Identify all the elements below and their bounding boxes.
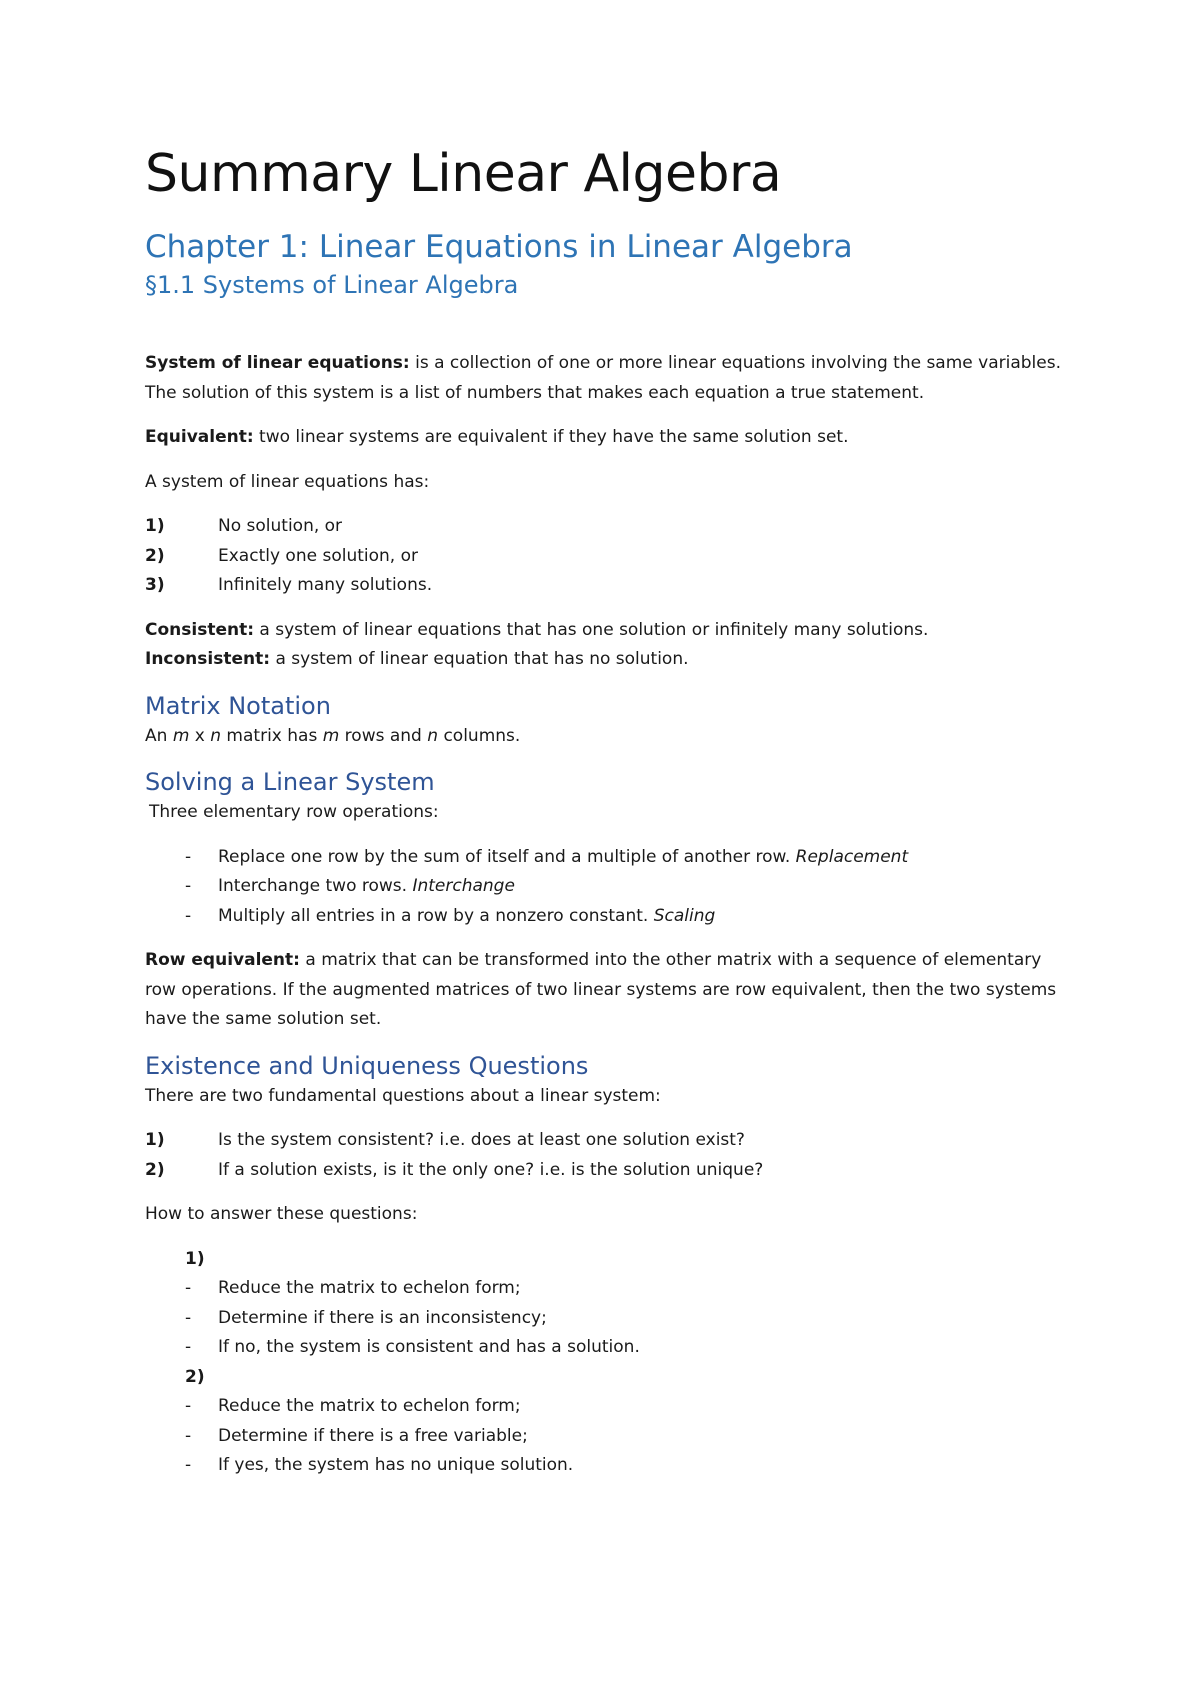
document-title: Summary Linear Algebra (145, 144, 782, 204)
list-item (145, 1304, 1075, 1334)
var-m: m (322, 725, 340, 746)
equivalent-term: Equivalent: (145, 427, 254, 447)
system-term: System of linear equations: (145, 353, 410, 373)
list-text: If yes, the system has no unique solution. (218, 1455, 574, 1475)
solving-heading: Solving a Linear System (145, 768, 435, 796)
chapter-heading: Chapter 1: Linear Equations in Linear Algebra (145, 229, 853, 265)
list-text: Interchange two rows. (218, 876, 413, 896)
list-dash: - (185, 1307, 192, 1328)
answers-list (145, 1245, 1075, 1481)
list-item (145, 872, 1075, 902)
list-text: Reduce the matrix to echelon form; (218, 1396, 521, 1416)
text-run: matrix has (221, 725, 323, 746)
list-item (145, 902, 1075, 932)
list-item (145, 1392, 1075, 1422)
var-n: n (210, 725, 222, 746)
existence-intro: There are two fundamental questions about a linear system: (145, 1085, 661, 1106)
list-item (145, 1333, 1075, 1363)
inconsistent-definition (145, 645, 1075, 675)
consistent-definition (145, 616, 1075, 646)
matrix-notation-text (145, 722, 1075, 752)
list-text: If a solution exists, is it the only one? i.e. is the solution unique? (218, 1159, 764, 1180)
operation-tag: Replacement (795, 846, 909, 867)
equivalent-definition (145, 423, 1075, 453)
var-m: m (172, 725, 190, 746)
row-equivalent-def-text: a matrix that can be transformed into the other matrix with a sequence of elementary row operations. If the augmented matrices of two linear systems are row equivalent, then the two systems have the same solution set. (145, 950, 1057, 1029)
existence-heading: Existence and Uniqueness Questions (145, 1051, 589, 1080)
list-text: Determine if there is an inconsistency; (218, 1307, 547, 1328)
operation-tag: Interchange (412, 876, 515, 896)
row-equivalent-definition (145, 946, 1075, 1035)
list-number: 2) (145, 545, 165, 566)
list-text: Exactly one solution, or (218, 545, 418, 566)
list-dash: - (185, 905, 192, 926)
list-item (145, 843, 1075, 873)
list-item (145, 1126, 1075, 1156)
list-text: Infinitely many solutions. (218, 575, 433, 595)
var-n: n (427, 725, 439, 746)
solving-intro: Three elementary row operations: (149, 802, 439, 822)
list-item (145, 1245, 1075, 1275)
questions-list (145, 1126, 1075, 1185)
list-text: Is the system consistent? i.e. does at least one solution exist? (218, 1130, 745, 1150)
list-text: Multiply all entries in a row by a nonzero constant. (218, 905, 654, 926)
has-intro: A system of linear equations has: (145, 471, 430, 492)
list-item (145, 1451, 1075, 1481)
list-text: Replace one row by the sum of itself and a multiple of another row. (218, 846, 796, 867)
list-number: 1) (145, 516, 165, 536)
consistent-term: Consistent: (145, 619, 255, 640)
list-item (145, 1422, 1075, 1452)
matrix-notation-heading: Matrix Notation (145, 691, 331, 720)
list-dash: - (185, 1455, 192, 1475)
document-page (145, 140, 1075, 1481)
list-dash: - (185, 1337, 192, 1357)
list-item (145, 571, 1075, 601)
system-def-text: is a collection of one or more linear equations involving the same variables. The solution of this system is a list of numbers that makes each equation a true statement. (145, 353, 1061, 403)
list-dash: - (185, 1396, 192, 1416)
system-definition (145, 349, 1075, 408)
list-item (145, 1274, 1075, 1304)
consistent-def-text: a system of linear equations that has one solution or infinitely many solutions. (254, 619, 929, 640)
text-run: x (189, 725, 211, 746)
list-number: 2) (185, 1366, 205, 1387)
inconsistent-def-text: a system of linear equation that has no solution. (270, 649, 689, 669)
list-text: No solution, or (218, 516, 343, 536)
list-dash: - (185, 1278, 192, 1298)
list-dash: - (185, 1425, 192, 1446)
operation-tag: Scaling (653, 905, 716, 926)
row-equivalent-term: Row equivalent: (145, 950, 300, 970)
row-operations-list (145, 843, 1075, 932)
list-number: 2) (145, 1159, 165, 1180)
section-heading: §1.1 Systems of Linear Algebra (145, 271, 519, 299)
text-run: rows and (339, 725, 428, 746)
list-item (145, 512, 1075, 542)
howto-intro: How to answer these questions: (145, 1204, 418, 1224)
list-item (145, 1156, 1075, 1186)
list-text: If no, the system is consistent and has a solution. (218, 1337, 640, 1357)
list-text: Determine if there is a free variable; (218, 1425, 528, 1446)
list-item (145, 1363, 1075, 1393)
inconsistent-term: Inconsistent: (145, 649, 271, 669)
list-item (145, 542, 1075, 572)
text-run: columns. (438, 725, 521, 746)
solution-count-list (145, 512, 1075, 601)
list-dash: - (185, 846, 192, 867)
list-number: 1) (145, 1130, 165, 1150)
list-number: 1) (185, 1248, 205, 1269)
text-run: An (145, 725, 173, 746)
list-text: Reduce the matrix to echelon form; (218, 1278, 521, 1298)
list-number: 3) (145, 575, 165, 595)
list-dash: - (185, 876, 192, 896)
equivalent-def-text: two linear systems are equivalent if they have the same solution set. (253, 427, 849, 447)
